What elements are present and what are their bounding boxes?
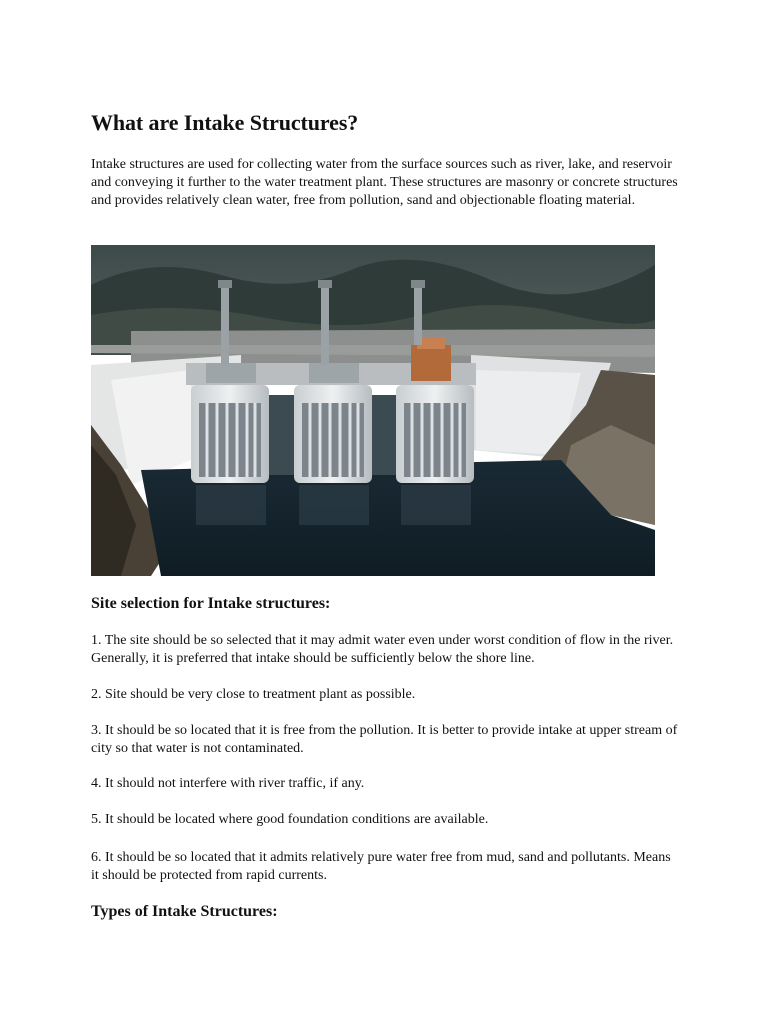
site-selection-heading: Site selection for Intake structures: — [91, 595, 331, 612]
types-heading: Types of Intake Structures: — [91, 903, 278, 920]
list-item: 6. It should be so located that it admits relatively pure water free from mud, sand and pollutants. Means it should be protected from rapid currents. — [91, 850, 671, 883]
list-item: 1. The site should be so selected that it may admit water even under worst condition of flow in the river. Generally, it is preferred that intake should be sufficiently below the shore line. — [91, 633, 674, 666]
page-title: What are Intake Structures? — [91, 110, 359, 135]
intro-paragraph: Intake structures are used for collecting water from the surface sources such as river, lake, and reservoir and conveying it further to the water treatment plant. These structures are masonry or concrete structures and provides relatively clean water, free from pollution, sand and objectionable floating material. — [91, 157, 678, 208]
list-item: 2. Site should be very close to treatment plant as possible. — [91, 687, 416, 702]
list-item: 5. It should be located where good foundation conditions are available. — [91, 812, 489, 827]
list-item: 3. It should be so located that it is free from the pollution. It is better to provide intake at upper stream of city so that water is not contaminated. — [91, 723, 678, 756]
intake-structure-photo — [91, 245, 655, 576]
list-item: 4. It should not interfere with river traffic, if any. — [91, 776, 365, 791]
